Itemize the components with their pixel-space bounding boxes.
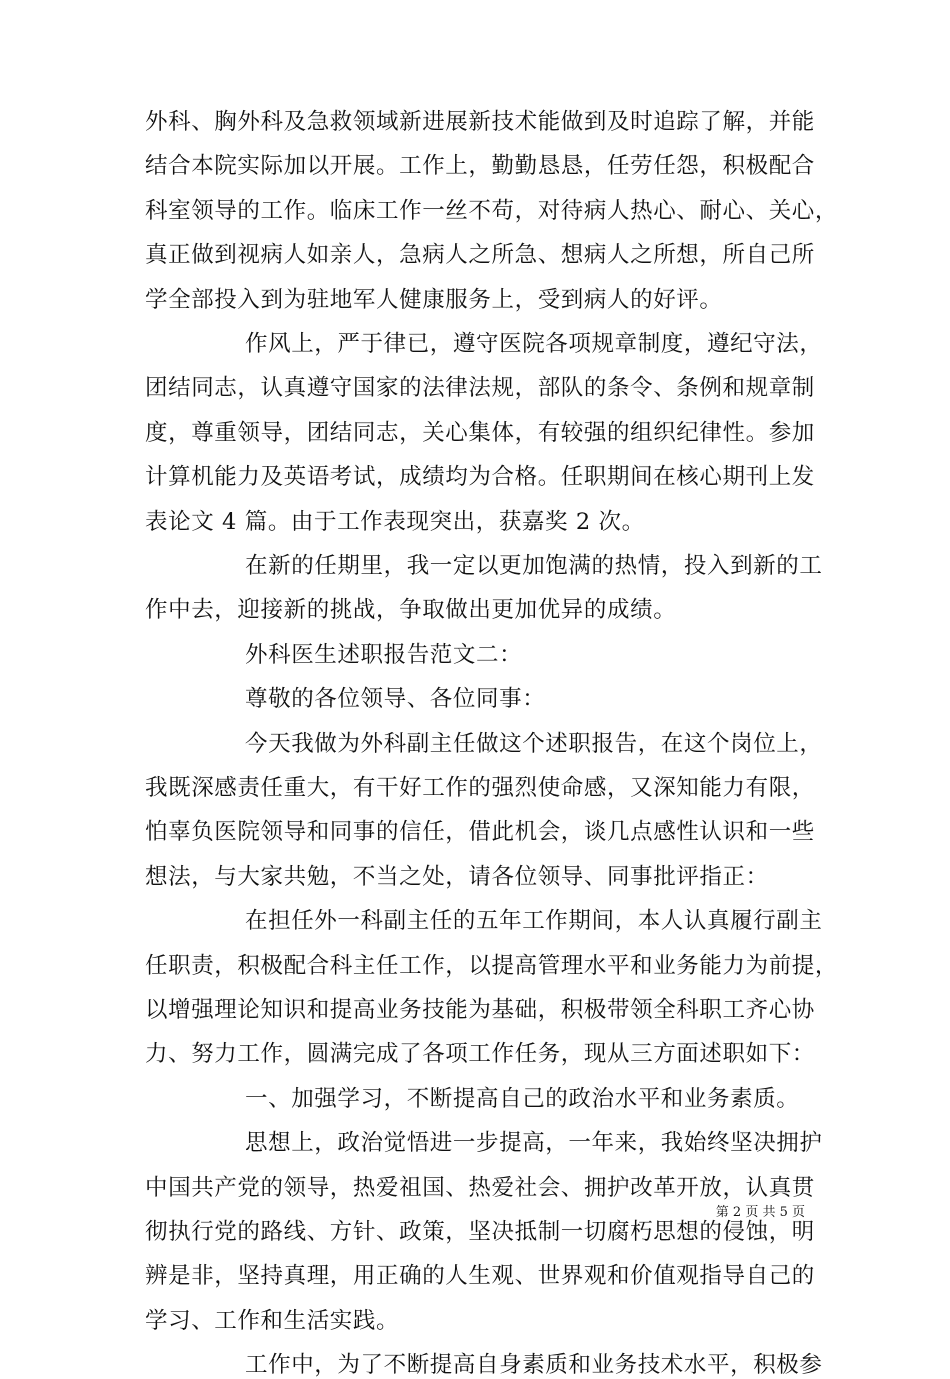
paragraph-first-line: 在担任外一科副主任的五年工作期间，本人认真履行副主	[245, 908, 823, 934]
body-text-line: 任职责，积极配合科主任工作，以提高管理水平和业务能力为前提，	[145, 953, 839, 979]
body-text-line: 团结同志，认真遵守国家的法律法规，部队的条令、条例和规章制	[145, 375, 815, 401]
body-text-line: 学全部投入到为驻地军人健康服务上，受到病人的好评。	[145, 287, 723, 313]
body-text-line: 力、努力工作，圆满完成了各项工作任务，现从三方面述职如下：	[145, 1041, 815, 1067]
paragraph-first-line: 工作中，为了不断提高自身素质和业务技术水平，积极参	[245, 1352, 823, 1378]
paragraph-first-line: 在新的任期里，我一定以更加饱满的热情，投入到新的工	[245, 553, 823, 579]
section-heading: 外科医生述职报告范文二：	[245, 642, 523, 668]
body-text-line: 表论文 4 篇。由于工作表现突出，获嘉奖 2 次。	[145, 509, 645, 535]
body-text-line: 度，尊重领导，团结同志，关心集体，有较强的组织纪律性。参加	[145, 420, 815, 446]
salutation: 尊敬的各位领导、各位同事：	[245, 686, 546, 712]
body-text-line: 作中去，迎接新的挑战，争取做出更加优异的成绩。	[145, 597, 677, 623]
body-text-line: 学习、工作和生活实践。	[145, 1308, 400, 1334]
body-text-line: 彻执行党的路线、方针、政策，坚决抵制一切腐朽思想的侵蚀，明	[145, 1219, 815, 1245]
paragraph-first-line: 今天我做为外科副主任做这个述职报告，在这个岗位上，	[245, 731, 823, 757]
page-number-footer: 第 2 页 共 5 页	[715, 1205, 805, 1220]
body-text-line: 外科、胸外科及急救领域新进展新技术能做到及时追踪了解，并能	[145, 109, 815, 135]
body-text-line: 怕辜负医院领导和同事的信任，借此机会，谈几点感性认识和一些	[145, 819, 815, 845]
paragraph-first-line: 作风上，严于律已，遵守医院各项规章制度，遵纪守法，	[245, 331, 823, 357]
body-text-line: 我既深感责任重大，有干好工作的强烈使命感，又深知能力有限，	[145, 775, 815, 801]
body-text-line: 计算机能力及英语考试，成绩均为合格。任职期间在核心期刊上发	[145, 464, 815, 490]
subsection-heading: 一、加强学习，不断提高自己的政治水平和业务素质。	[245, 1086, 800, 1112]
body-text-line: 结合本院实际加以开展。工作上，勤勤恳恳，任劳任怨，积极配合	[145, 153, 815, 179]
body-text-line: 真正做到视病人如亲人，急病人之所急、想病人之所想，所自己所	[145, 242, 815, 268]
body-text-line: 以增强理论知识和提高业务技能为基础，积极带领全科职工齐心协	[145, 997, 815, 1023]
body-text-line: 中国共产党的领导，热爱祖国、热爱社会、拥护改革开放，认真贯	[145, 1175, 815, 1201]
body-text-line: 辨是非，坚持真理，用正确的人生观、世界观和价值观指导自己的	[145, 1263, 815, 1289]
body-text-line: 科室领导的工作。临床工作一丝不苟，对待病人热心、耐心、关心，	[145, 198, 839, 224]
paragraph-first-line: 思想上，政治觉悟进一步提高，一年来，我始终坚决拥护	[245, 1130, 823, 1156]
body-text-line: 想法，与大家共勉，不当之处，请各位领导、同事批评指正：	[145, 864, 769, 890]
